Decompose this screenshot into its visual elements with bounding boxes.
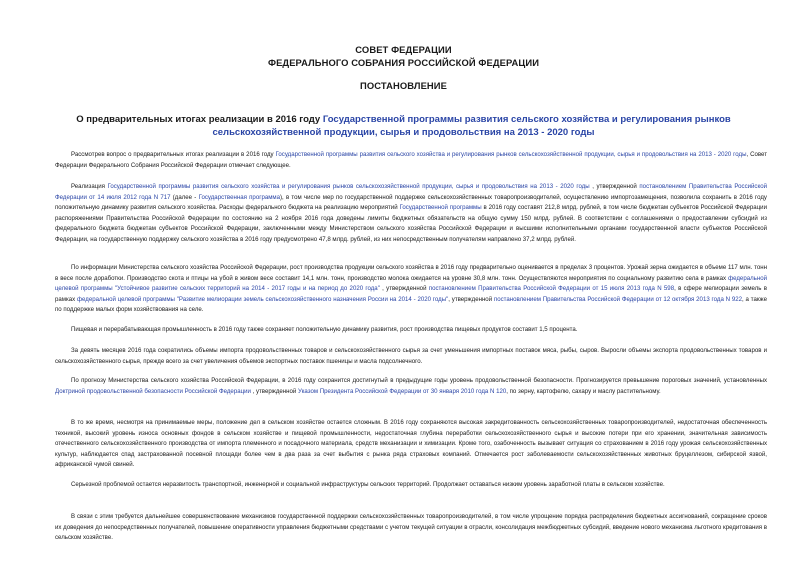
p3-resolution-598-link[interactable]: постановлением Правительства Российской Федерации от 15 июля 2013 года N 598	[428, 285, 675, 292]
paragraph-3	[55, 263, 767, 316]
p1-text-b: , Совет Федерации Федерального Собрания Российской Федерации отмечает следующее.	[55, 151, 768, 169]
p2-gov-program-link-2[interactable]: Государственной программы	[399, 204, 482, 211]
p2-text-b: , утвержденной	[589, 183, 640, 190]
p3-text-d: , утвержденной	[448, 295, 494, 303]
p1-program-link[interactable]: Государственной программы развития сельского хозяйства и регулирования рынков сельскохозяйственной продукции, сырья и продовольствия на 2013 - 2020 годы	[275, 151, 747, 158]
p2-text-c: (далее -	[170, 193, 199, 201]
p6-decree-link[interactable]: Указом Президента Российской Федерации от 30 января 2010 года N 120	[298, 387, 507, 395]
document-type: ПОСТАНОВЛЕНИЕ	[360, 80, 447, 91]
p2-text-d: ), в том числе мер по государственной поддержке сельскохозяйственных товаропроизводителей, осуществлению импортозамещения, позволила сохранить в 2016 году положительную динамику развития сельского хозяйства. Расходы федерального бюджета на реализацию мероприятий	[55, 193, 767, 211]
document-title	[40, 113, 767, 139]
title-prefix: О предварительных итогах реализации в 2016 году	[76, 114, 323, 125]
p2-program-link[interactable]: Государственной программы развития сельского хозяйства и регулирования рынков сельскохозяйственной продукции, сырья и продовольствия на 2013 - 2020 годы	[107, 183, 590, 190]
p2-text-a: Реализация	[71, 183, 108, 190]
paragraph-4: Пищевая и перерабатывающая промышленность в 2016 году также сохраняет положительную динамику развития, рост производства пищевых продуктов составит 1,5 процента.	[71, 326, 578, 333]
p3-rural-program-link[interactable]: федеральной целевой программы "Устойчивое развитие сельских территорий на 2014 - 2017 годы и на период до 2020 года"	[55, 274, 767, 292]
p3-resolution-922-link[interactable]: постановлением Правительства Российской Федерации от 12 октября 2013 года N 922	[493, 295, 743, 303]
paragraph-7: В то же время, несмотря на принимаемые меры, положение дел в сельском хозяйстве остается сложным. В 2016 году сохраняются высокая закредитованность сельскохозяйственных товаропроизводителей, недостаточная обеспеченность техникой, высокий уровень износа основных фондов в сельском хозяйстве и пищевой промышленности, недостаточная глубина переработки сельскохозяйственного сырья и высокие потери при его хранении, значительная зависимость отечественного сельскохозяйственного производства от импорта племенного и посадочного материала, средств механизации и химизации. Кроме того, озабоченность вызывает ситуация со страхованием в 2016 году урожая сельскохозяйственных культур, наблюдается спад застрахованной посевной площади более чем в два раза за счет выбытия с рынка ряда страховых компаний. Отмечается рост заболеваемости сельскохозяйственных животных бруцеллезом, сибирской язвой, африканской чумой свиней.	[55, 419, 767, 468]
paragraph-2	[55, 182, 767, 245]
paragraph-9: В связи с этим требуется дальнейшее совершенствование механизмов государственной поддержки сельскохозяйственных товаропроизводителей, в том числе упрощение порядка распределения бюджетных ассигнований, сокращение сроков их доведения до непосредственных получателей, повышение оперативности управления бюджетными средствами с учетом текущей ситуации в отрасли, консолидация межбюджетных субсидий, введение нового механизма льготного кредитования в сельском хозяйстве.	[55, 513, 767, 541]
p2-text-e: в 2016 году составят 212,8 млрд. рублей, в том числе бюджетам субъектов Российской Федерации распоряжениями Правительства Российской Федерации по состоянию на 2 ноября 2016 года доведены лимиты бюджетных обязательств на общую сумму 150 млрд. рублей. В соответствии с соглашениями о предоставлении субсидий из федерального бюджета бюджетам субъектов Российской Федерации, заключенными между Министерством сельского хозяйства Российской Федерации и высшими исполнительными органами государственной власти субъектов Российской Федерации, на государственную поддержку сельского хозяйства в 2016 году предусмотрено 47,8 млрд. рублей, из них непосредственным получателям направлено 37,2 млрд. рублей.	[55, 204, 767, 243]
org-name: СОВЕТ ФЕДЕРАЦИИ	[355, 44, 452, 55]
p3-text-b: , утвержденной	[379, 285, 429, 292]
p6-text-a: По прогнозу Министерства сельского хозяйства Российской Федерации, в 2016 году сохранится достигнутый в предыдущие годы уровень продовольственной безопасности. Прогнозируется превышение пороговых значений, установленных	[71, 377, 767, 384]
paragraph-5: За девять месяцев 2016 года сократились объемы импорта продовольственных товаров и сельскохозяйственного сырья за счет уменьшения импортных поставок мяса, рыбы, сыров. Выросли объемы экспорта продовольственных товаров и сельскохозяйственного сырья, прежде всего за счет увеличения объемов экспортных поставок пшеницы и масла подсолнечного.	[55, 347, 767, 365]
p3-text-a: По информации Министерства сельского хозяйства Российской Федерации, рост производства продукции сельского хозяйства в 2016 году предварительно оценивается в пределах 3 процентов. Урожай зерна ожидается в объеме 117 млн. тонн в весе после доработки. Производство скота и птицы на убой в живом весе составит 14,1 млн. тонн, производство молока ожидается на уровне 30,8 млн. тонн. Осуществляются мероприятия по социальному развитию села в рамках	[55, 264, 767, 282]
p3-melioration-program-link[interactable]: федеральной целевой программы "Развитие мелиорации земель сельскохозяйственного назначения России на 2014 - 2020 годы"	[77, 295, 449, 303]
p2-resolution-link[interactable]: постановлением Правительства Российской Федерации от 14 июля 2012 года N 717	[55, 183, 767, 201]
p1-text-a: Рассмотрев вопрос о предварительных итогах реализации в 2016 году	[71, 151, 276, 158]
paragraph-1	[55, 150, 767, 171]
p6-text-c: , по зерну, картофелю, сахару и маслу растительному.	[506, 387, 661, 395]
p6-doctrine-link[interactable]: Доктриной продовольственной безопасности Российской Федерации	[55, 387, 251, 395]
p3-text-e: , а также по поддержке малых форм хозяйствования на селе.	[55, 295, 767, 313]
title-program-link[interactable]: Государственной программы развития сельского хозяйства и регулирования рынков сельскохозяйственной продукции, сырья и продовольствия на 2013 - 2020 годы	[212, 114, 731, 138]
org-subname: ФЕДЕРАЛЬНОГО СОБРАНИЯ РОССИЙСКОЙ ФЕДЕРАЦИИ	[267, 57, 540, 68]
p6-text-b: , утвержденной	[250, 387, 298, 395]
p2-gov-program-link[interactable]: Государственная программа	[198, 193, 280, 201]
paragraph-8: Серьезной проблемой остается неразвитость транспортной, инженерной и социальной инфраструктуры сельских территорий. Продолжает оставаться низким уровень заработной платы в сельском хозяйстве.	[71, 481, 665, 488]
paragraph-6	[55, 376, 767, 397]
p3-text-c: , в сфере мелиорации земель в рамках	[55, 285, 767, 303]
